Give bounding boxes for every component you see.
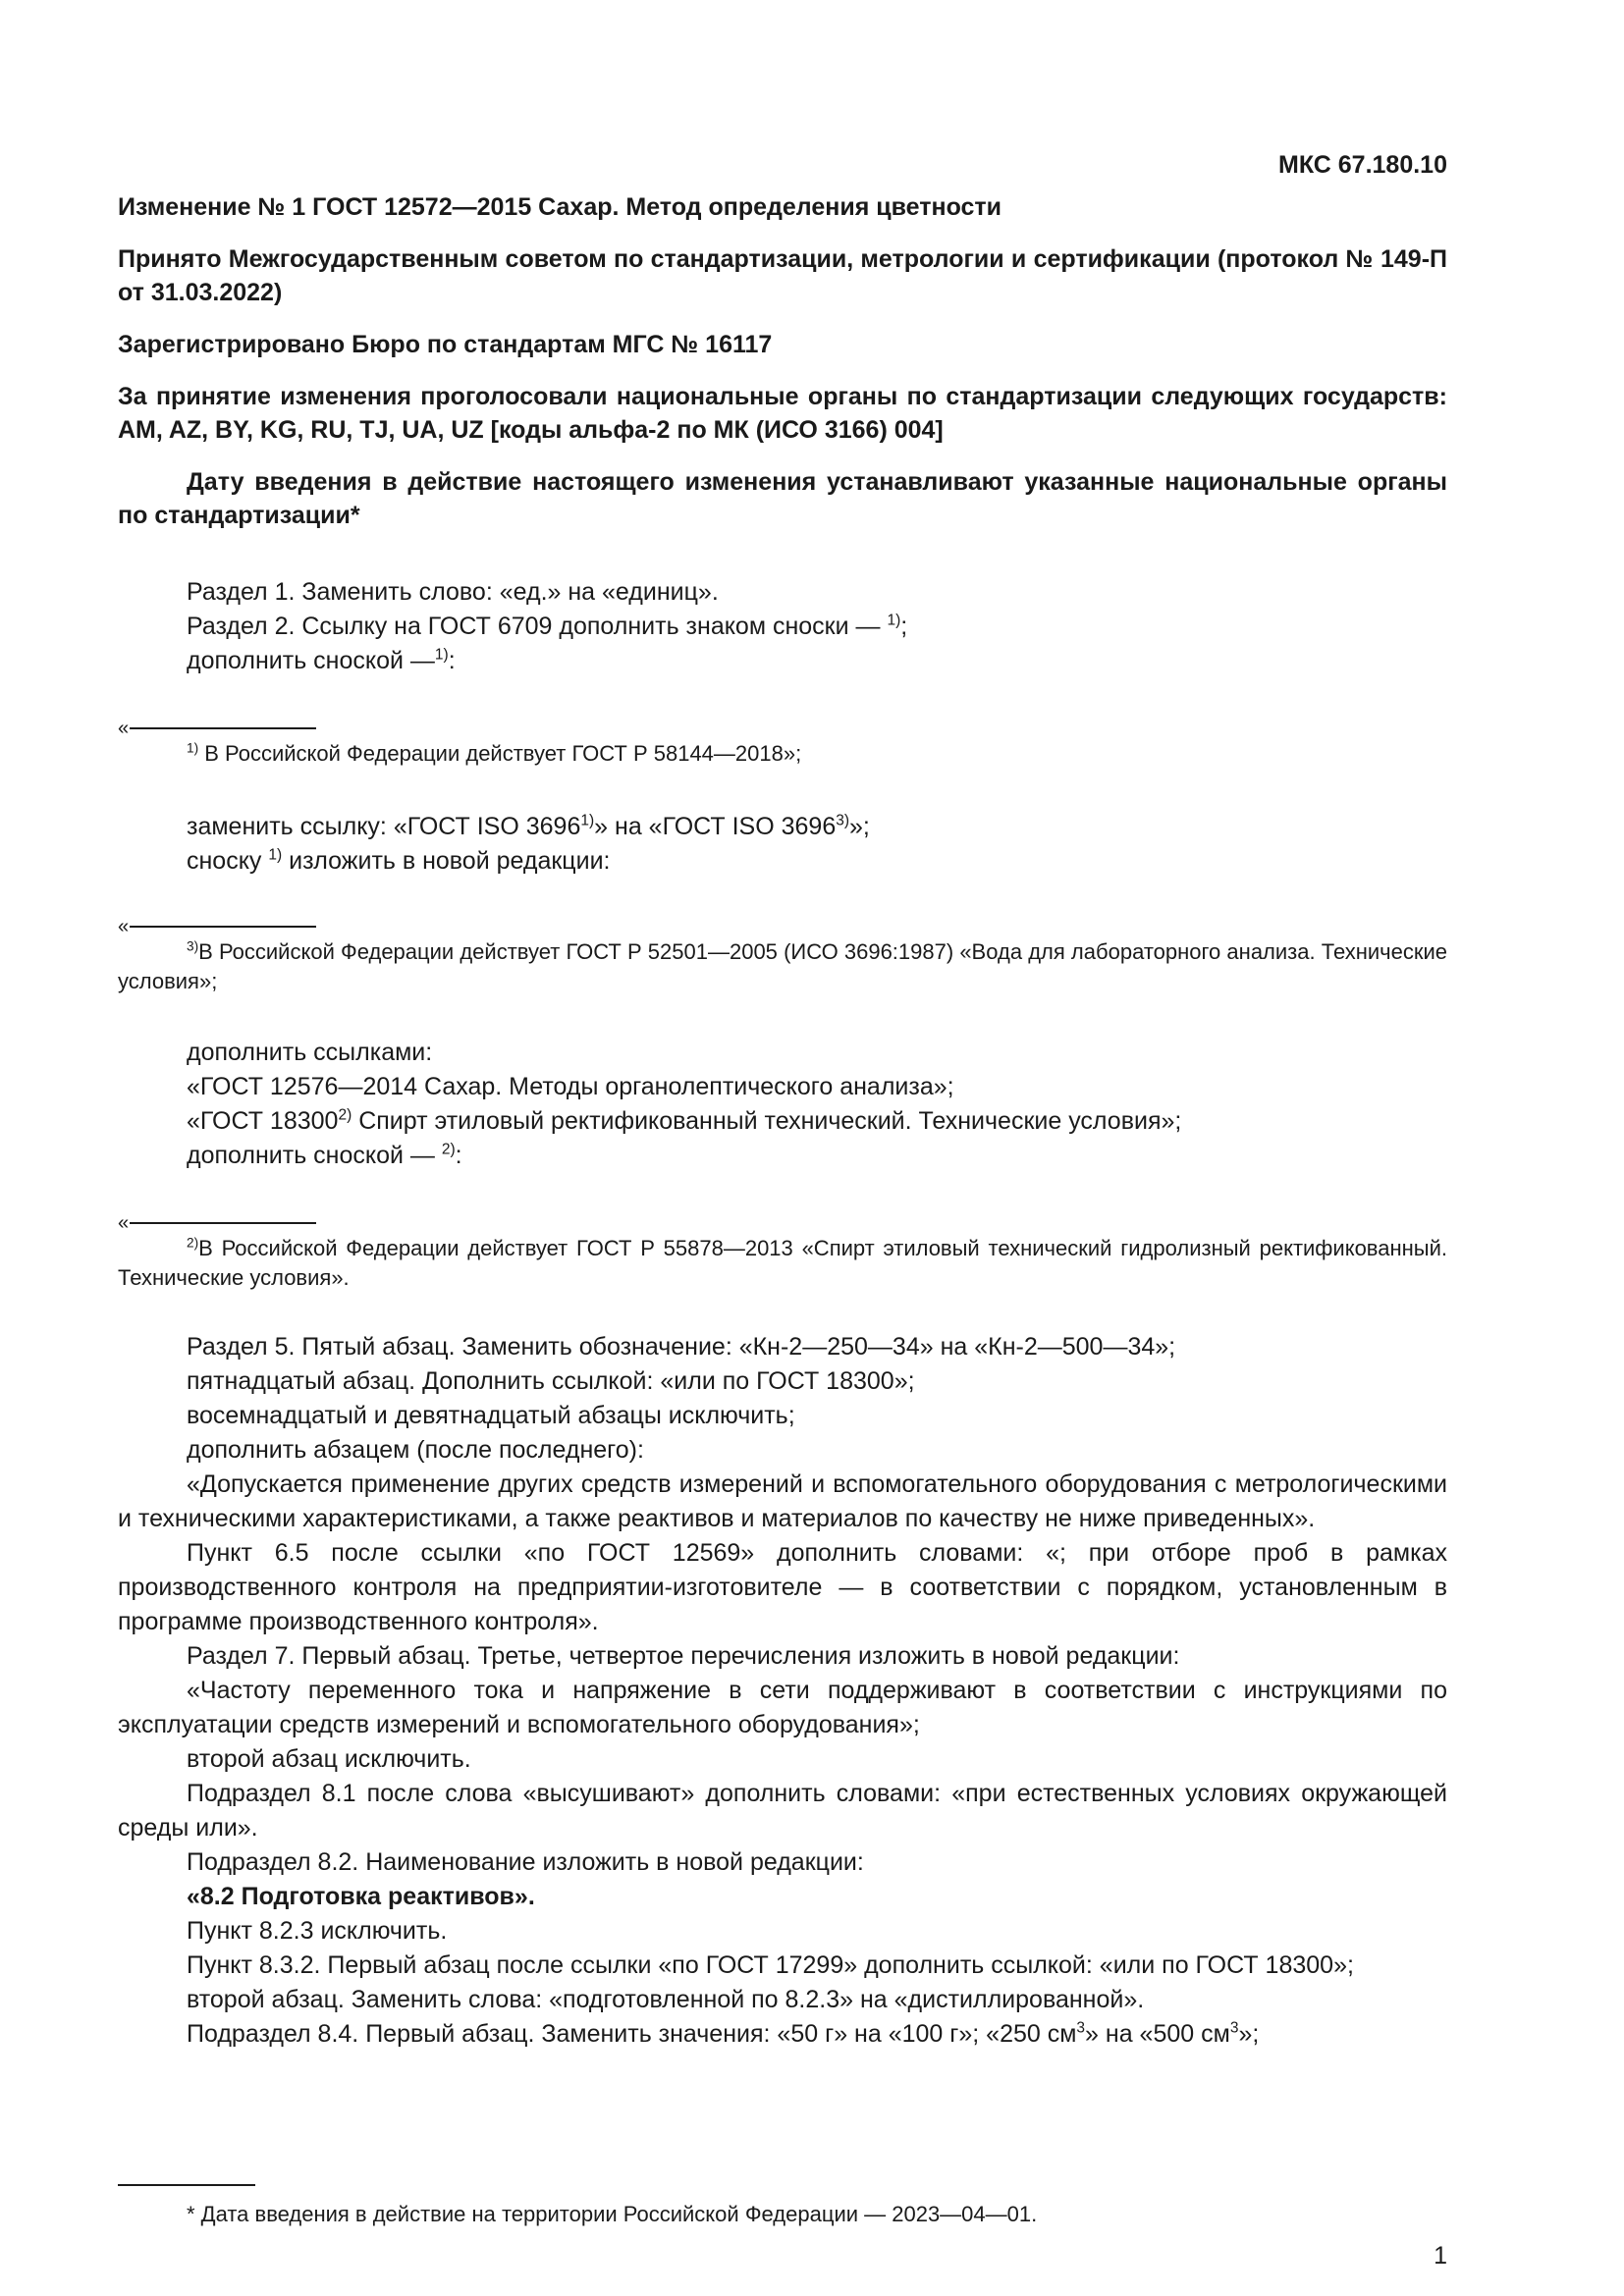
subsection-8-2: Подраздел 8.2. Наименование изложить в новой редакции: — [187, 1848, 864, 1876]
section-2-change: Раздел 2. Ссылку на ГОСТ 6709 дополнить знаком сноски — $^{1)}$; — [187, 612, 908, 640]
section-7-line-3: второй абзац исключить. — [187, 1745, 471, 1773]
ref-gost-12576: «ГОСТ 12576—2014 Сахар. Методы органолептического анализа»; — [187, 1073, 954, 1100]
ref-gost-18300: «ГОСТ 18300$^{2)}$ Спирт этиловый ректификованный технический. Технические условия»; — [187, 1106, 1182, 1135]
footnote-2: $^{2)}$В Российской Федерации действует ГОСТ Р 55878—2013 «Спирт этиловый технический гидролизный ректификованный. Технические условия». — [118, 1235, 1447, 1290]
add-footnote-2: дополнить сноской — $^{2)}$: — [187, 1141, 462, 1169]
section-5-line-4: дополнить абзацем (после последнего): — [187, 1436, 644, 1464]
section-5-line-2: пятнадцатый абзац. Дополнить ссылкой: «или по ГОСТ 18300»; — [187, 1367, 915, 1395]
page-footnote — [118, 2184, 1447, 2229]
clause-8-2-3: Пункт 8.2.3 исключить. — [187, 1917, 448, 1945]
clause-6-5: Пункт 6.5 после ссылки «по ГОСТ 12569» дополнить словами: «; при отборе проб в рамках производственного контроля на предприятии-изготовителе — в соответствии с порядком, установленным в программе производственного контроля». — [118, 1539, 1447, 1635]
section-2-footnote-add: дополнить сноской —$^{1)}$: — [187, 646, 456, 674]
voting-statement: За принятие изменения проголосовали национальные органы по стандартизации следующих государств: AM, AZ, BY, KG, RU, TJ, UA, UZ [коды альфа-2 по МК (ИСО 3166) 004] — [118, 383, 1447, 444]
section-7-line-1: Раздел 7. Первый абзац. Третье, четвертое перечисления изложить в новой редакции: — [187, 1642, 1180, 1670]
mks-code: МКС 67.180.10 — [1278, 151, 1447, 179]
section-7-quote: «Частоту переменного тока и напряжение в сети поддерживают в соответствии с инструкциями по эксплуатации средств измерений и вспомогательного оборудования»; — [118, 1677, 1447, 1738]
footnote-1: $^{1)}$ В Российской Федерации действует ГОСТ Р 58144—2018»; — [187, 740, 802, 766]
effective-date-footnote: * Дата введения в действие на территории Российской Федерации — 2023—04—01. — [187, 2202, 1038, 2226]
clause-8-3-2: Пункт 8.3.2. Первый абзац после ссылки «по ГОСТ 17299» дополнить ссылкой: «или по ГОСТ 18300»; — [187, 1951, 1354, 1979]
footnote-separator: « — [118, 1212, 1447, 1230]
amendment-title: Изменение № 1 ГОСТ 12572—2015 Сахар. Метод определения цветности — [118, 193, 1002, 221]
registration-statement: Зарегистрировано Бюро по стандартам МГС № 16117 — [118, 331, 773, 358]
section-5-line-1: Раздел 5. Пятый абзац. Заменить обозначение: «Кн-2—250—34» на «Кн-2—500—34»; — [187, 1333, 1176, 1361]
replace-ref: заменить ссылку: «ГОСТ ISO 3696$^{1)}$» на «ГОСТ ISO 3696$^{3)}$»; — [187, 812, 870, 840]
section-5-line-3: восемнадцатый и девятнадцатый абзацы исключить; — [187, 1402, 795, 1429]
section-1-change: Раздел 1. Заменить слово: «ед.» на «единиц». — [187, 578, 719, 606]
footnote-restate: сноску $^{1)}$ изложить в новой редакции: — [187, 846, 611, 875]
subsection-8-1: Подраздел 8.1 после слова «высушивают» дополнить словами: «при естественных условиях окружающей среды или». — [118, 1780, 1447, 1842]
footnote-separator: « — [118, 718, 1447, 735]
amendment-text — [118, 575, 1447, 2052]
clause-8-3-2-second: второй абзац. Заменить слова: «подготовленной по 8.2.3» на «дистиллированной». — [187, 1986, 1145, 2013]
section-5-quote: «Допускается применение других средств измерений и вспомогательного оборудования с метрологическими и техническими характеристиками, а также реактивов и материалов по качеству не ниже приведенных». — [118, 1470, 1447, 1532]
footnote-3: $^{3)}$В Российской Федерации действует ГОСТ Р 52501—2005 (ИСО 3696:1987) «Вода для лабораторного анализа. Технические условия»; — [118, 938, 1447, 993]
footnote-separator: « — [118, 916, 1447, 934]
add-refs: дополнить ссылками: — [187, 1039, 433, 1066]
subsection-8-4: Подраздел 8.4. Первый абзац. Заменить значения: «50 г» на «100 г»; «250 $см^3$» на «500 $см^3$»; — [187, 2019, 1260, 2048]
page-number: 1 — [1434, 2242, 1447, 2269]
footnote-rule — [118, 2184, 255, 2186]
document-body — [118, 145, 1447, 2052]
adopted-statement: Принято Межгосударственным советом по стандартизации, метрологии и сертификации (протокол № 149-П от 31.03.2022) — [118, 245, 1447, 306]
subsection-8-2-title: «8.2 Подготовка реактивов». — [187, 1883, 535, 1910]
date-intro: Дату введения в действие настоящего изменения устанавливают указанные национальные органы по стандартизации* — [118, 468, 1447, 529]
